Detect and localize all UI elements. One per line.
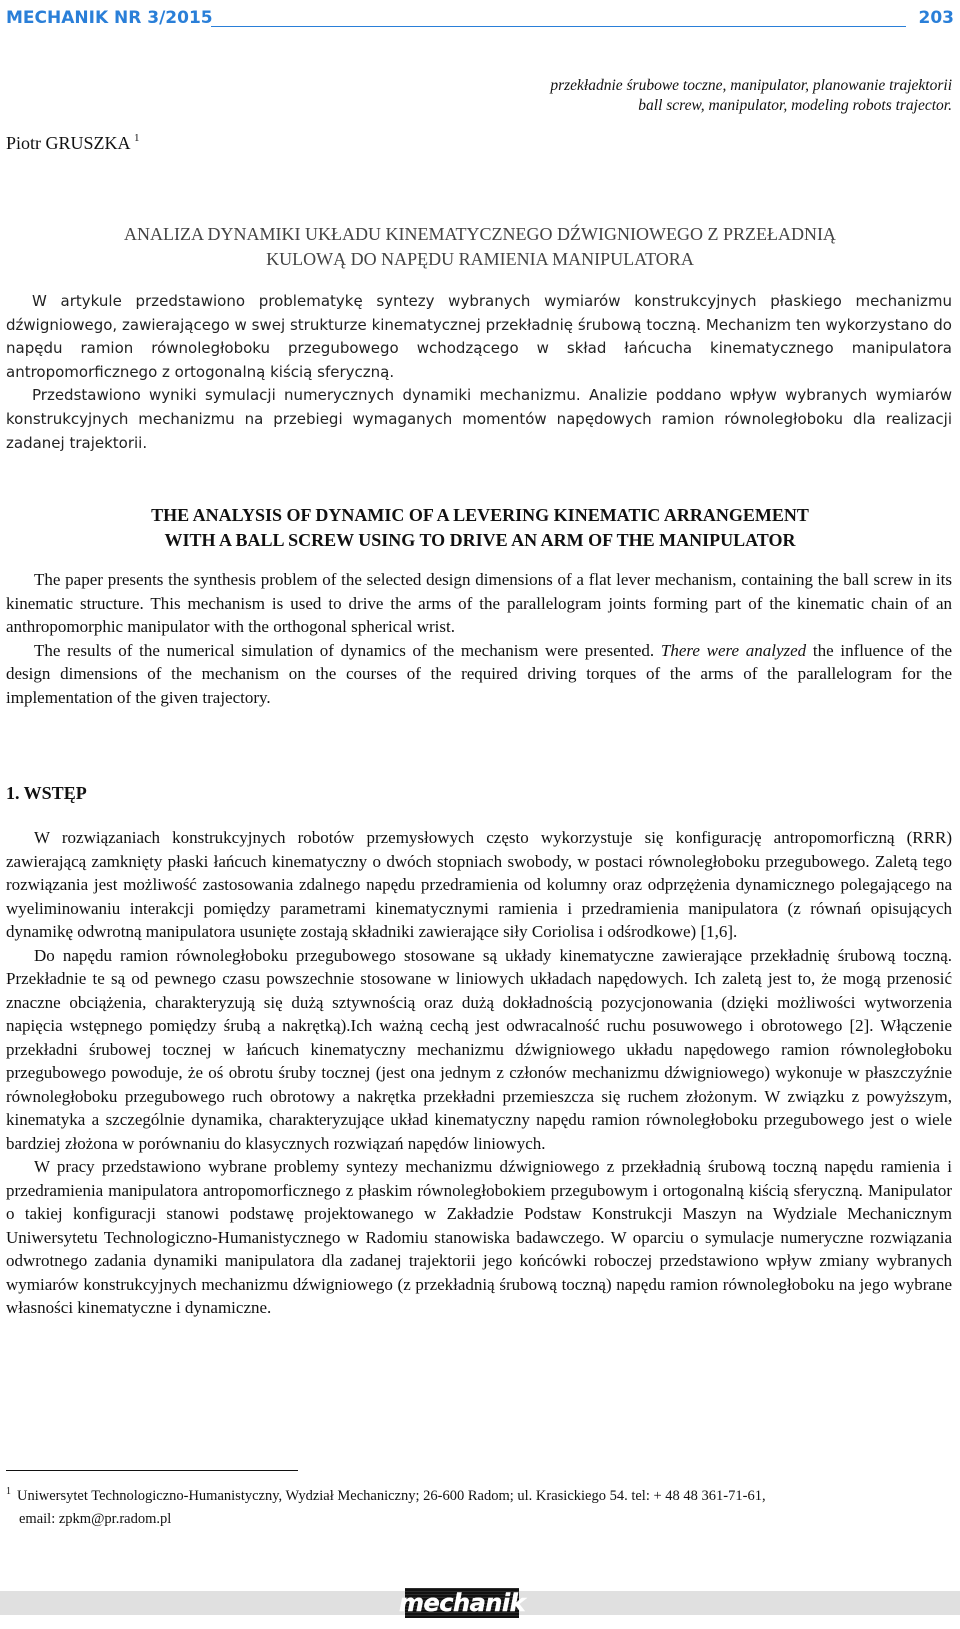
keywords bbox=[550, 76, 952, 116]
abstract-english-text: the influence of the design dimensions of the mechanism on the courses of the required driving torques of the arms of the parallelogram for the implementation of the given trajectory. bbox=[6, 640, 952, 707]
logo-text: mechanik bbox=[398, 1589, 526, 1617]
footnote bbox=[6, 1480, 952, 1531]
footnote-rule bbox=[6, 1470, 298, 1471]
author bbox=[6, 132, 140, 154]
abstract-english-italic: There were analyzed bbox=[660, 640, 807, 660]
author-name: Piotr GRUSZKA bbox=[6, 133, 130, 153]
footnote-affiliation: Uniwersytet Technologiczno-Humanistyczny, Wydział Mechaniczny; 26-600 Radom; ul. Krasickiego 54. tel: + 48 48 361-71-61, bbox=[17, 1488, 766, 1504]
abstract-polish-paragraph: Przedstawiono wyniki symulacji numerycznych dynamiki mechanizmu. Analizie poddano wpływ wybranych wymiarów konstrukcyjnych mechanizmu na przebiegi wymaganych momentów napędowych ramion równoległoboku dla realizacji zadanej trajektorii. bbox=[6, 386, 952, 452]
abstract-english-paragraph bbox=[6, 639, 952, 710]
title-polish-line1: ANALIZA DYNAMIKI UKŁADU KINEMATYCZNEGO DŹWIGNIOWEGO Z PRZEŁADNIĄ bbox=[124, 224, 836, 244]
abstract-english bbox=[6, 568, 952, 709]
introduction bbox=[6, 826, 952, 1320]
footnote-mark: 1 bbox=[6, 1486, 11, 1497]
introduction-paragraph: W rozwiązaniach konstrukcyjnych robotów przemysłowych często wykorzystuje się konfigurację antropomorficzną (RRR) zawierającą zamknięty płaski łańcuch kinematyczny o dwóch stopniach swobody, w postaci równoległoboku przegubowego. Zaletą tego rozwiązania jest możliwość zastosowania zdalnego napędu przedramienia od kolumny oraz odprzężenia dynamicznego polegającego na wyeliminowaniu interakcji pomiędzy parametrami kinematycznymi ramienia i przedramienia manipulatora (z równań opisujących dynamikę odwrotną manipulatora usunięte zostają składniki zawierające siły Coriolisa i odśrodkowe) [1,6]. bbox=[6, 828, 952, 941]
abstract-english-paragraph: The paper presents the synthesis problem of the selected design dimensions of a flat lever mechanism, containing the ball screw in its kinematic structure. This mechanism is used to drive the arms of the parallelogram joints forming part of the kinematic chain of an anthropomorphic manipulator with the orthogonal spherical wrist. bbox=[6, 570, 952, 636]
abstract-polish-paragraph: W artykule przedstawiono problematykę syntezy wybranych wymiarów konstrukcyjnych płaskiego mechanizmu dźwigniowego, zawierającego w swej strukturze kinematycznej przekładnię śrubową toczną. Mechanizm ten wykorzystano do napędu ramion równoległoboku przegubowego wchodzącego w skład łańcucha kinematycznego manipulatora antropomorficznego z ortogonalną kiścią sferyczną. bbox=[6, 292, 952, 381]
running-header bbox=[6, 4, 954, 34]
title-english bbox=[6, 503, 954, 553]
keywords-pl: przekładnie śrubowe toczne, manipulator, planowanie trajektorii bbox=[550, 77, 952, 94]
introduction-paragraph: W pracy przedstawiono wybrane problemy syntezy mechanizmu dźwigniowego z przekładnią śrubową toczną napędu ramienia i przedramienia manipulatora antropomorficznego z płaskim równoległobokiem przegubowym i ortogonalną kiścią sferyczną. Manipulator o takiej konfiguracji stanowi podstawę projektowanego w Zakładzie Podstaw Konstrukcji Maszyn na Wydziale Mechanicznym Uniwersytetu Technologiczno-Humanistycznego w Radomiu stanowiska badawczego. W oparciu o symulacje numeryczne rozwiązania odwrotnego zadania dynamiki manipulatora dla zadanej trajektorii jego końcówki roboczej przedstawiono wpływ zmiany wybranych wymiarów konstrukcyjnych mechanizmu dźwigniowego (z przekładnią śrubową toczną) napędu ramion równoległoboku na jego wybrane własności kinematyczne i dynamiczne. bbox=[6, 1157, 952, 1317]
author-footnote-mark: 1 bbox=[134, 132, 140, 144]
header-rule bbox=[211, 26, 906, 27]
footnote-line1 bbox=[6, 1480, 952, 1508]
section-heading: 1. WSTĘP bbox=[6, 783, 87, 803]
title-english-line2: WITH A BALL SCREW USING TO DRIVE AN ARM OF THE MANIPULATOR bbox=[164, 530, 796, 550]
page-number: 203 bbox=[918, 8, 954, 28]
journal-title: MECHANIK NR 3/2015 bbox=[6, 8, 213, 28]
footnote-email: email: zpkm@pr.radom.pl bbox=[19, 1511, 172, 1527]
keywords-en: ball screw, manipulator, modeling robots trajector. bbox=[638, 97, 952, 114]
abstract-polish bbox=[6, 290, 952, 455]
title-english-line1: THE ANALYSIS OF DYNAMIC OF A LEVERING KINEMATIC ARRANGEMENT bbox=[151, 505, 809, 525]
title-polish-line2: KULOWĄ DO NAPĘDU RAMIENIA MANIPULATORA bbox=[266, 249, 694, 269]
introduction-paragraph: Do napędu ramion równoległoboku przegubowego stosowane są układy kinematyczne zawierające przekładnię śrubową toczną. Przekładnie te są od pewnego czasu powszechnie stosowane w liniowych układach napędowych. Ich zaletą jest to, że mogą przenosić znaczne obciążenia, charakteryzują się dużą sztywnością oraz dużą dokładnością pozycjonowania (dzięki możliwości wytworzenia napięcia wstępnego pomiędzy śrubą a nakrętką).Ich ważną cechą jest odwracalność ruchu posuwowego i obrotowego [2]. Włączenie przekładni śrubowej tocznej w łańcuch kinematyczny mechanizmu dźwigniowego układu napędowego ramion równoległoboku przegubowego powoduje, że oś obrotu śruby tocznej (jest ona jednym z członów mechanizmu dźwigniowego) wykonuje w płaszczyźnie równoległoboku przegubowego ruch obrotowy a nakrętka przekładni przemieszcza się ruchem złożonym. W związku z powyższym, kinematyka a szczególnie dynamika, charakteryzujące układ kinematyczny napędu ramion równoległoboku przegubowego jest o wiele bardziej złożona w porównaniu do klasycznych rozwiązań napędów liniowych. bbox=[6, 945, 952, 1153]
title-polish bbox=[6, 222, 954, 272]
mechanik-logo bbox=[398, 1588, 526, 1618]
abstract-english-text: The results of the numerical simulation of dynamics of the mechanism were presented. bbox=[34, 640, 661, 660]
